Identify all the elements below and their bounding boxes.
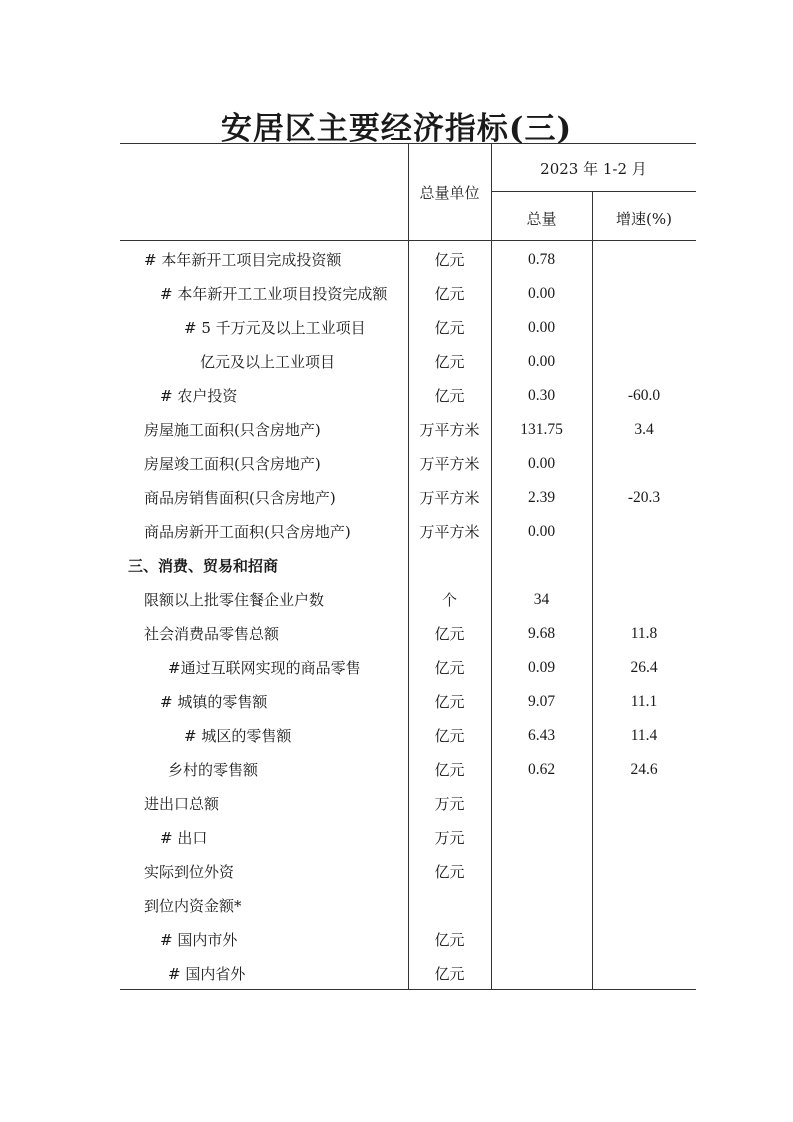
row-total: 0.00 bbox=[527, 455, 556, 472]
table-row bbox=[120, 311, 696, 345]
row-growth: 11.8 bbox=[630, 625, 658, 642]
row-unit: 亿元 bbox=[434, 761, 465, 779]
section-row bbox=[120, 549, 696, 583]
row-unit: 亿元 bbox=[434, 319, 465, 337]
table-row bbox=[120, 481, 696, 515]
header-growth: 增速(%) bbox=[616, 210, 672, 228]
row-unit: 万元 bbox=[434, 795, 465, 813]
row-total: 0.00 bbox=[527, 353, 556, 370]
header-total: 总量 bbox=[526, 210, 557, 228]
row-label: # 城镇的零售额 bbox=[160, 693, 268, 711]
header-unit: 总量单位 bbox=[419, 184, 480, 202]
row-growth: 11.4 bbox=[630, 727, 658, 744]
row-total: 9.07 bbox=[527, 693, 556, 710]
table-row bbox=[120, 753, 696, 787]
table-row bbox=[120, 379, 696, 413]
table-row bbox=[120, 821, 696, 855]
page-title: 安居区主要经济指标(三) bbox=[220, 111, 573, 147]
header-divider bbox=[491, 191, 696, 192]
row-total: 0.30 bbox=[527, 387, 556, 404]
table-row bbox=[120, 515, 696, 549]
row-unit: 万平方米 bbox=[419, 523, 480, 541]
row-unit: 个 bbox=[441, 591, 457, 609]
row-label: # 城区的零售额 bbox=[184, 727, 292, 745]
row-growth: 26.4 bbox=[630, 659, 658, 676]
table-row bbox=[120, 787, 696, 821]
table-row bbox=[120, 345, 696, 379]
row-total: 0.62 bbox=[527, 761, 556, 778]
row-unit: 亿元 bbox=[434, 693, 465, 711]
row-unit: 亿元 bbox=[434, 285, 465, 303]
table-row bbox=[120, 243, 696, 277]
row-unit: 亿元 bbox=[434, 625, 465, 643]
row-label: 房屋施工面积(只含房地产) bbox=[144, 421, 321, 439]
row-label: #通过互联网实现的商品零售 bbox=[168, 659, 361, 677]
row-label: # 国内省外 bbox=[168, 965, 246, 983]
row-label: # 国内市外 bbox=[160, 931, 238, 949]
row-label: 乡村的零售额 bbox=[168, 761, 259, 779]
row-label: # 5 千万元及以上工业项目 bbox=[184, 319, 366, 337]
row-label: # 本年新开工工业项目投资完成额 bbox=[160, 285, 388, 303]
row-total: 0.78 bbox=[527, 251, 556, 268]
table-row bbox=[120, 889, 696, 923]
table-row bbox=[120, 685, 696, 719]
row-label: 三、消费、贸易和招商 bbox=[128, 557, 279, 575]
row-growth: -20.3 bbox=[627, 489, 661, 506]
row-unit: 亿元 bbox=[434, 659, 465, 677]
table-row bbox=[120, 957, 696, 991]
table-row bbox=[120, 277, 696, 311]
row-growth: 24.6 bbox=[630, 761, 658, 778]
row-growth: 3.4 bbox=[634, 421, 654, 438]
row-label: 房屋竣工面积(只含房地产) bbox=[144, 455, 321, 473]
table-row bbox=[120, 651, 696, 685]
row-label: 限额以上批零住餐企业户数 bbox=[144, 591, 325, 609]
row-label: 社会消费品零售总额 bbox=[144, 625, 280, 643]
row-label: 商品房新开工面积(只含房地产) bbox=[144, 523, 351, 541]
row-unit: 亿元 bbox=[434, 387, 465, 405]
row-label: 进出口总额 bbox=[144, 795, 220, 813]
row-unit: 万平方米 bbox=[419, 455, 480, 473]
row-label: 实际到位外资 bbox=[144, 863, 235, 881]
row-total: 6.43 bbox=[527, 727, 556, 744]
row-total: 0.00 bbox=[527, 523, 556, 540]
row-total: 0.00 bbox=[527, 319, 556, 336]
row-unit: 万平方米 bbox=[419, 421, 480, 439]
row-label: # 本年新开工项目完成投资额 bbox=[144, 251, 342, 269]
row-unit: 亿元 bbox=[434, 251, 465, 269]
row-unit: 万平方米 bbox=[419, 489, 480, 507]
row-unit: 亿元 bbox=[434, 965, 465, 983]
table-row bbox=[120, 719, 696, 753]
table-row bbox=[120, 923, 696, 957]
table-row bbox=[120, 855, 696, 889]
row-label: 到位内资金额* bbox=[144, 897, 242, 915]
row-total: 0.00 bbox=[527, 285, 556, 302]
row-total: 0.09 bbox=[527, 659, 556, 676]
row-total: 2.39 bbox=[527, 489, 556, 506]
row-label: # 出口 bbox=[160, 829, 208, 847]
row-growth: -60.0 bbox=[627, 387, 661, 404]
row-total: 9.68 bbox=[527, 625, 556, 642]
row-growth: 11.1 bbox=[630, 693, 658, 710]
row-unit: 亿元 bbox=[434, 353, 465, 371]
row-label: 商品房销售面积(只含房地产) bbox=[144, 489, 336, 507]
row-unit: 亿元 bbox=[434, 727, 465, 745]
row-unit: 亿元 bbox=[434, 931, 465, 949]
table-row bbox=[120, 583, 696, 617]
row-label: 亿元及以上工业项目 bbox=[200, 353, 336, 371]
row-total: 34 bbox=[533, 591, 550, 608]
row-unit: 万元 bbox=[434, 829, 465, 847]
row-unit: 亿元 bbox=[434, 863, 465, 881]
header-period: 2023 年 1-2 月 bbox=[540, 160, 647, 178]
table-row bbox=[120, 617, 696, 651]
row-total: 131.75 bbox=[520, 421, 563, 438]
table-row bbox=[120, 447, 696, 481]
table-row bbox=[120, 413, 696, 447]
row-label: # 农户投资 bbox=[160, 387, 238, 405]
